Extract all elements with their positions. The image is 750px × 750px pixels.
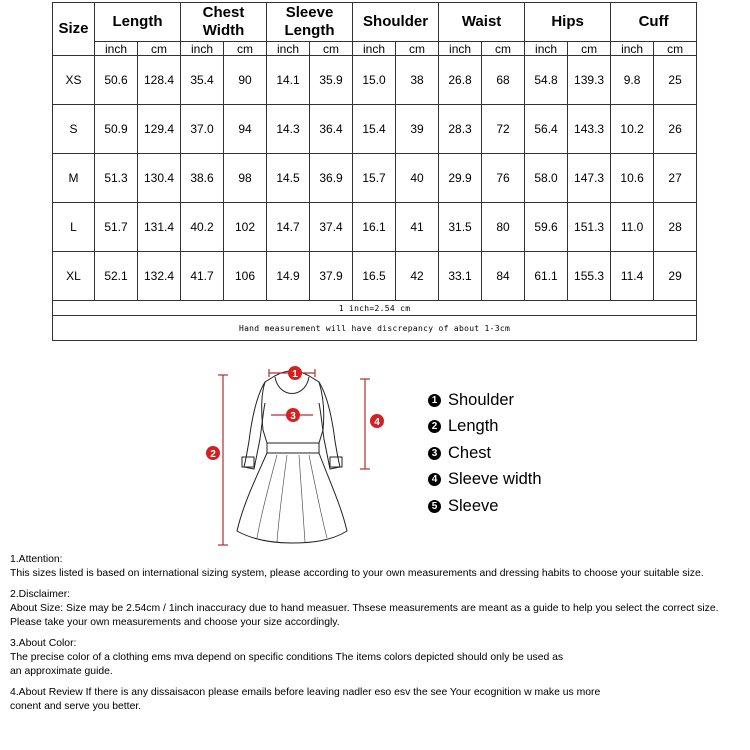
table-cell: 37.0 <box>181 105 224 154</box>
table-cell: 15.4 <box>353 105 396 154</box>
table-cell: 39 <box>396 105 439 154</box>
table-cell: 130.4 <box>138 154 181 203</box>
table-cell: 56.4 <box>525 105 568 154</box>
table-cell: 15.7 <box>353 154 396 203</box>
note-section <box>10 637 748 679</box>
table-cell: 132.4 <box>138 252 181 301</box>
unit-cm: cm <box>224 42 267 56</box>
note-line: an approximate guide. <box>10 666 113 677</box>
legend-item <box>428 440 542 467</box>
table-cell: 59.6 <box>525 203 568 252</box>
header-hips: Hips <box>525 3 611 42</box>
table-cell: 84 <box>482 252 525 301</box>
table-cell: 42 <box>396 252 439 301</box>
header-length: Length <box>95 3 181 42</box>
table-cell: 90 <box>224 56 267 105</box>
unit-inch: inch <box>439 42 482 56</box>
table-cell: 38.6 <box>181 154 224 203</box>
table-cell: 54.8 <box>525 56 568 105</box>
table-cell: 25 <box>654 56 697 105</box>
unit-inch: inch <box>267 42 310 56</box>
table-cell: 15.0 <box>353 56 396 105</box>
table-cell: 11.0 <box>611 203 654 252</box>
table-cell: 139.3 <box>568 56 611 105</box>
dress-right-cuff <box>330 457 342 467</box>
legend-label: Sleeve <box>448 496 499 515</box>
legend-label: Sleeve width <box>448 470 542 489</box>
table-cell: 16.1 <box>353 203 396 252</box>
table-cell: 151.3 <box>568 203 611 252</box>
unit-inch: inch <box>353 42 396 56</box>
marker-4-label: 4 <box>374 417 380 428</box>
table-cell: 28 <box>654 203 697 252</box>
table-cell: 52.1 <box>95 252 138 301</box>
table-cell: 51.7 <box>95 203 138 252</box>
table-cell: 35.9 <box>310 56 353 105</box>
size-cell: XL <box>53 252 95 301</box>
legend-item <box>428 493 542 520</box>
header-chest-width: Chest Width <box>181 3 267 42</box>
table-cell: 76 <box>482 154 525 203</box>
note-title: 3.About Color: <box>10 638 77 649</box>
table-cell: 14.7 <box>267 203 310 252</box>
table-cell: 33.1 <box>439 252 482 301</box>
table-row <box>53 252 697 301</box>
table-cell: 147.3 <box>568 154 611 203</box>
marker-3-label: 3 <box>290 411 296 422</box>
table-cell: 143.3 <box>568 105 611 154</box>
dress-skirt-folds <box>257 455 327 542</box>
table-cell: 28.3 <box>439 105 482 154</box>
table-cell: 102 <box>224 203 267 252</box>
marker-1-label: 1 <box>292 369 298 380</box>
table-cell: 40 <box>396 154 439 203</box>
note-section <box>10 553 748 581</box>
table-cell: 61.1 <box>525 252 568 301</box>
table-cell: 27 <box>654 154 697 203</box>
note-title: 2.Disclaimer: <box>10 589 71 600</box>
marker-2-label: 2 <box>210 449 216 460</box>
table-cell: 14.3 <box>267 105 310 154</box>
header-sleeve-length: Sleeve Length <box>267 3 353 42</box>
note-line: The precise color of a clothing ems mva depend on specific conditions The items colors depicted should only be used as <box>10 652 564 663</box>
table-cell: 131.4 <box>138 203 181 252</box>
unit-cm: cm <box>310 42 353 56</box>
table-cell: 58.0 <box>525 154 568 203</box>
size-cell: XS <box>53 56 95 105</box>
table-cell: 16.5 <box>353 252 396 301</box>
legend-item <box>428 467 542 494</box>
table-cell: 10.2 <box>611 105 654 154</box>
units-row <box>53 42 697 56</box>
discrepancy-note: Hand measurement will have discrepancy of about 1-3cm <box>53 316 697 341</box>
table-cell: 9.8 <box>611 56 654 105</box>
note-title: 1.Attention: <box>10 554 63 565</box>
note-line: Please take your own measurements and choose your size accordingly. <box>10 617 340 628</box>
unit-inch: inch <box>181 42 224 56</box>
dress-bodice <box>262 371 324 443</box>
unit-cm: cm <box>568 42 611 56</box>
unit-cm: cm <box>654 42 697 56</box>
table-cell: 29 <box>654 252 697 301</box>
table-cell: 72 <box>482 105 525 154</box>
unit-inch: inch <box>525 42 568 56</box>
header-cuff: Cuff <box>611 3 697 42</box>
size-rows <box>53 56 697 301</box>
legend-number-icon: 4 <box>428 473 441 486</box>
table-cell: 29.9 <box>439 154 482 203</box>
note-section <box>10 588 748 630</box>
table-cell: 36.4 <box>310 105 353 154</box>
table-cell: 37.9 <box>310 252 353 301</box>
table-cell: 11.4 <box>611 252 654 301</box>
table-cell: 51.3 <box>95 154 138 203</box>
legend-number-icon: 1 <box>428 394 441 407</box>
table-row <box>53 105 697 154</box>
table-row <box>53 56 697 105</box>
header-waist: Waist <box>439 3 525 42</box>
note-line: About Size: Size may be 2.54cm / 1inch inaccuracy due to hand measuer. Thsese measurements are meant as a guide to help you select the correct size. <box>10 603 719 614</box>
size-chart-table <box>52 2 697 341</box>
legend-item <box>428 414 542 441</box>
table-cell: 129.4 <box>138 105 181 154</box>
unit-inch: inch <box>611 42 654 56</box>
header-size: Size <box>53 3 95 56</box>
legend-item <box>428 387 542 414</box>
table-cell: 40.2 <box>181 203 224 252</box>
table-cell: 41.7 <box>181 252 224 301</box>
table-cell: 41 <box>396 203 439 252</box>
unit-cm: cm <box>482 42 525 56</box>
legend-number-icon: 5 <box>428 500 441 513</box>
legend-label: Shoulder <box>448 390 515 409</box>
table-cell: 26 <box>654 105 697 154</box>
table-cell: 98 <box>224 154 267 203</box>
note-line: 4.About Review If there is any dissaisacon please emails before leaving nadler eso esv the see Your ecognition w make us more <box>10 687 601 698</box>
table-cell: 26.8 <box>439 56 482 105</box>
table-row <box>53 203 697 252</box>
table-cell: 14.1 <box>267 56 310 105</box>
size-notes <box>10 553 748 721</box>
conversion-note-row <box>53 301 697 316</box>
measurement-legend <box>428 387 542 520</box>
legend-number-icon: 2 <box>428 420 441 433</box>
dress-illustration <box>195 355 395 550</box>
size-cell: S <box>53 105 95 154</box>
table-cell: 68 <box>482 56 525 105</box>
table-header-row <box>53 3 697 42</box>
table-cell: 94 <box>224 105 267 154</box>
size-cell: L <box>53 203 95 252</box>
legend-label: Length <box>448 417 499 436</box>
conversion-note: 1 inch=2.54 cm <box>53 301 697 316</box>
discrepancy-note-row <box>53 316 697 341</box>
table-cell: 35.4 <box>181 56 224 105</box>
table-cell: 31.5 <box>439 203 482 252</box>
dress-left-sleeve <box>244 382 265 469</box>
table-cell: 106 <box>224 252 267 301</box>
header-shoulder: Shoulder <box>353 3 439 42</box>
note-line: conent and serve you better. <box>10 701 142 712</box>
table-cell: 80 <box>482 203 525 252</box>
unit-inch: inch <box>95 42 138 56</box>
table-cell: 155.3 <box>568 252 611 301</box>
table-cell: 37.4 <box>310 203 353 252</box>
table-cell: 10.6 <box>611 154 654 203</box>
table-cell: 14.9 <box>267 252 310 301</box>
legend-label: Chest <box>448 443 492 462</box>
table-row <box>53 154 697 203</box>
table-cell: 50.9 <box>95 105 138 154</box>
unit-cm: cm <box>138 42 181 56</box>
note-line: This sizes listed is based on international sizing system, please according to your own measurements and dressing habits to choose your suitable size. <box>10 568 704 579</box>
dress-measurement-diagram <box>195 355 395 550</box>
table-cell: 14.5 <box>267 154 310 203</box>
table-cell: 128.4 <box>138 56 181 105</box>
table-cell: 36.9 <box>310 154 353 203</box>
legend-number-icon: 3 <box>428 447 441 460</box>
dress-waistband <box>267 443 319 453</box>
table-cell: 50.6 <box>95 56 138 105</box>
measurement-markers <box>206 366 384 460</box>
size-cell: M <box>53 154 95 203</box>
dress-left-cuff <box>242 457 254 467</box>
note-section <box>10 686 748 714</box>
table-cell: 38 <box>396 56 439 105</box>
unit-cm: cm <box>396 42 439 56</box>
